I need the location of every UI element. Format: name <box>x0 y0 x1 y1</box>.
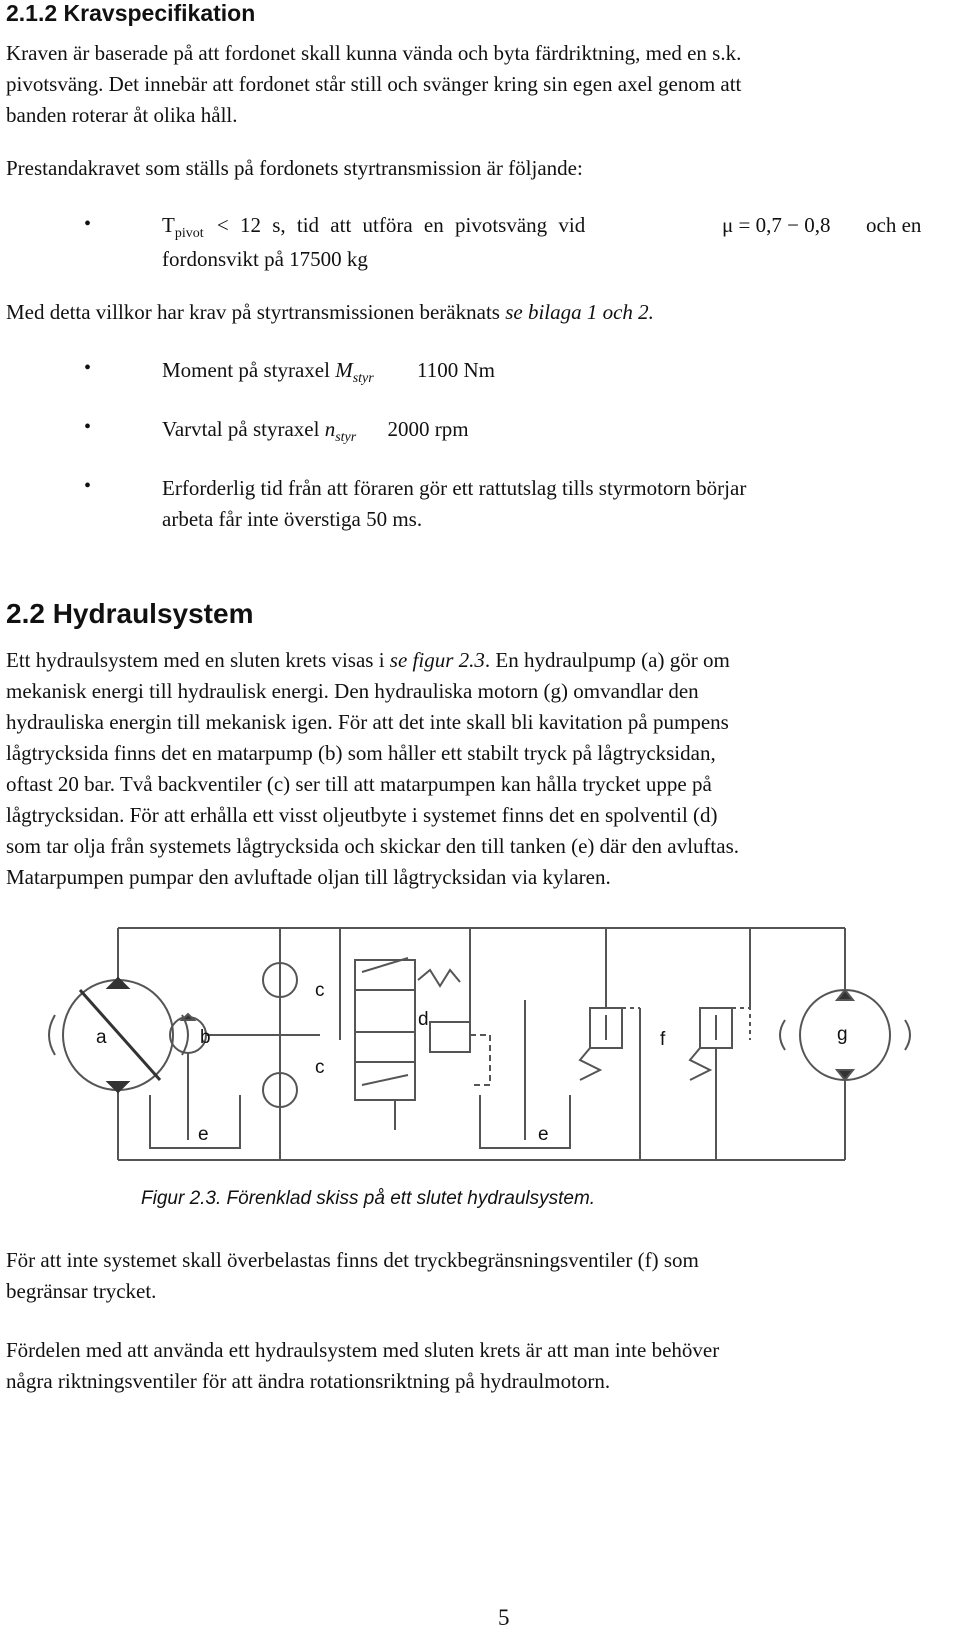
section-heading-2-1-2: 2.1.2 Kravspecifikation <box>6 0 256 26</box>
paragraph-line: Kraven är baserade på att fordonet skall kunna vända och byta färdriktning, med en s.k. <box>6 41 742 65</box>
paragraph-line: Ett hydraulsystem med en sluten krets visas i se figur 2.3. En hydraulpump (a) gör om <box>6 648 730 672</box>
label-c-top: c <box>315 980 325 1001</box>
paragraph-line: som tar olja från systemets lågtrycksida och skickar den till tanken (e) där den avluftas. <box>6 834 740 858</box>
paragraph-line: Matarpumpen pumpar den avluftade oljan till lågtrycksidan via kylaren. <box>6 865 611 889</box>
conditions-paragraph: Med detta villkor har krav på styrtransmissionen beräknats se bilaga 1 och 2. <box>6 300 654 324</box>
figure-caption: Figur 2.3. Förenklad skiss på ett slutet hydraulsystem. <box>141 1188 596 1209</box>
spec-varvtal: Varvtal på styraxel $n_{styr}$ 2000 rpm <box>162 417 469 445</box>
requirement-och-en: och en <box>866 213 922 237</box>
bullet-icon: • <box>84 416 92 438</box>
bullet-icon: • <box>84 357 92 379</box>
paragraph-line: lågtrycksidan. För att erhålla ett visst oljeutbyte i systemet finns det en spolventil (d) <box>6 803 718 827</box>
label-e-right: e <box>538 1124 549 1145</box>
spec-response-time: Erforderlig tid från att föraren gör ett rattutslag tills styrmotorn börjar arbeta får inte överstiga 50 ms. <box>162 476 747 531</box>
label-c-bottom: c <box>315 1057 325 1078</box>
paragraph-line: oftast 20 bar. Två backventiler (c) ser till att matarpumpen kan hålla trycket uppe på <box>6 772 712 796</box>
spec-moment: Moment på styraxel $M_{styr}$ 1100 Nm <box>162 358 495 386</box>
section-heading-2-2: 2.2 Hydraulsystem <box>6 598 254 629</box>
bullet-icon: • <box>84 213 92 235</box>
label-d: d <box>418 1009 429 1030</box>
requirement-weight: fordonsvikt på 17500 kg <box>162 247 368 271</box>
bullet-icon: • <box>84 475 92 497</box>
requirement-tpivot: $T_{pivot} < 12$ s, tid att utföra en pivotsväng vid <box>162 213 586 241</box>
label-e-left: e <box>198 1124 209 1145</box>
label-a: a <box>96 1027 107 1048</box>
label-f: f <box>660 1029 666 1050</box>
paragraph-line: banden roterar åt olika håll. <box>6 103 238 127</box>
paragraph-line: mekanisk energi till hydraulisk energi. Den hydrauliska motorn (g) omvandlar den <box>6 679 699 703</box>
paragraph-line: lågtrycksida finns det en matarpump (b) som håller ett stabilt tryck på lågtrycksidan, <box>6 741 716 765</box>
friction-coefficient: μ = 0,7 − 0,8 <box>722 213 831 237</box>
overload-paragraph: För att inte systemet skall överbelastas finns det tryckbegränsningsventiler (f) som begränsar trycket. <box>6 1248 699 1303</box>
requirement-intro: Prestandakravet som ställs på fordonets styrtransmission är följande: <box>6 156 583 180</box>
advantage-paragraph: Fördelen med att använda ett hydraulsystem med sluten krets är att man inte behöver några riktningsventiler för att ändra rotationsriktning på hydraulmotorn. <box>6 1338 720 1393</box>
page-number: 5 <box>498 1605 510 1630</box>
paragraph-line: hydrauliska energin till mekanisk igen. För att det inte skall bli kavitation på pumpens <box>6 710 729 734</box>
label-b: b <box>200 1027 211 1048</box>
label-g: g <box>837 1024 848 1045</box>
paragraph-line: pivotsväng. Det innebär att fordonet står still och svänger kring sin egen axel genom att <box>6 72 742 96</box>
